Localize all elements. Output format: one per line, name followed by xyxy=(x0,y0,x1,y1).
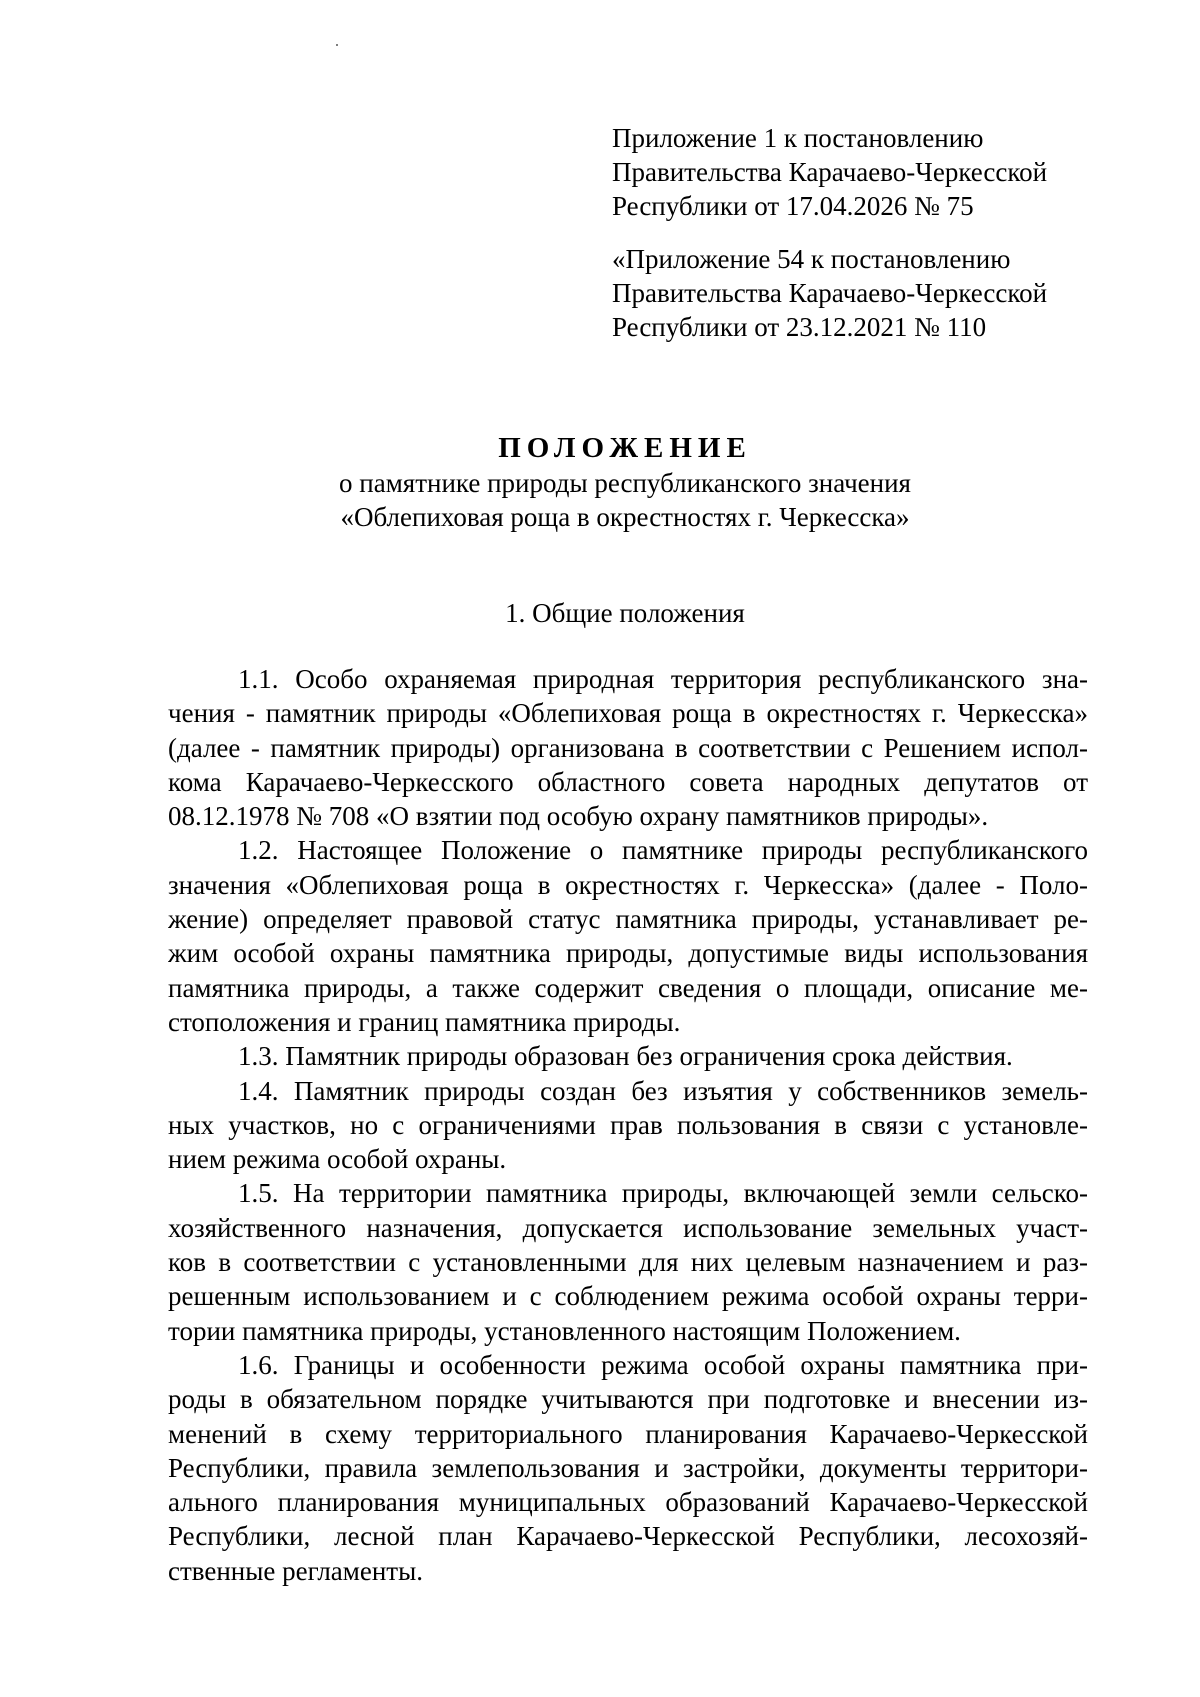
paragraph-line: 1.6. Границы и особенности режима особой охраны памятника при- xyxy=(238,1349,1088,1380)
appendix-note-2-line: «Приложение 54 к постановлению xyxy=(612,244,1011,274)
paragraph-line: жим особой охраны памятника природы, допустимые виды использования xyxy=(168,938,1088,969)
paragraph-line: значения «Облепиховая роща в окрестностях г. Черкесска» (далее - Поло- xyxy=(168,869,1088,900)
document-subtitle-line: о памятнике природы республиканского значения xyxy=(339,468,911,498)
paragraph-line: стоположения и границ памятника природы. xyxy=(168,1006,681,1037)
paragraph-line: 1.3. Памятник природы образован без ограничения срока действия. xyxy=(238,1041,1013,1072)
paragraph-line: кома Карачаево-Черкесского областного совета народных депутатов от xyxy=(168,766,1088,797)
paragraph-line: 1.5. На территории памятника природы, включающей земли сельско- xyxy=(238,1178,1088,1209)
appendix-note-1-line: Приложение 1 к постановлению xyxy=(612,123,984,153)
paragraph-line: решенным использованием и с соблюдением режима особой охраны терри- xyxy=(168,1281,1088,1312)
paragraph-line: 08.12.1978 № 708 «О взятии под особую охрану памятников природы». xyxy=(168,801,989,832)
appendix-note-2 xyxy=(612,242,1092,344)
paragraph-line: ных участков, но с ограничениями прав пользования в связи с установле- xyxy=(168,1109,1088,1140)
paragraph-line: жение) определяет правовой статус памятника природы, устанавливает ре- xyxy=(168,904,1088,935)
body-text xyxy=(168,662,1088,1588)
paragraph-line: ального планирования муниципальных образований Карачаево-Черкесской xyxy=(168,1487,1088,1518)
paragraph-line: роды в обязательном порядке учитываются при подготовке и внесении из- xyxy=(168,1384,1088,1415)
paragraph-line: ственные регламенты. xyxy=(168,1555,423,1586)
scan-speck xyxy=(336,44,338,46)
paragraph-line: нием режима особой охраны. xyxy=(168,1144,507,1175)
paragraph-line: хозяйственного назначения, допускается использование земельных участ- xyxy=(168,1212,1088,1243)
paragraph-line: 1.1. Особо охраняемая природная территория республиканского зна- xyxy=(238,664,1088,694)
paragraph-line: памятника природы, а также содержит сведения о площади, описание ме- xyxy=(168,972,1088,1003)
paragraph-line: тории памятника природы, установленного настоящим Положением. xyxy=(168,1315,961,1346)
section-heading: 1. Общие положения xyxy=(505,598,745,628)
appendix-note-2-line: Правительства Карачаево-Черкесской xyxy=(612,278,1048,308)
appendix-note-1-line: Правительства Карачаево-Черкесской xyxy=(612,157,1048,187)
paragraph-line: Республики, лесной план Карачаево-Черкесской Республики, лесохозяй- xyxy=(168,1521,1088,1552)
paragraph-line: 1.4. Памятник природы создан без изъятия у собственников земель- xyxy=(238,1075,1088,1106)
paragraph-line: менений в схему территориального планирования Карачаево-Черкесской xyxy=(168,1418,1088,1449)
appendix-note-2-line: Республики от 23.12.2021 № 110 xyxy=(612,312,987,342)
paragraph-line: (далее - памятник природы) организована в соответствии с Решением испол- xyxy=(168,732,1088,763)
paragraph-line: чения - памятник природы «Облепиховая роща в окрестностях г. Черкесска» xyxy=(168,698,1088,729)
paragraph-line: 1.2. Настоящее Положение о памятнике природы республиканского xyxy=(238,835,1088,866)
paragraph-line: Республики, правила землепользования и застройки, документы территори- xyxy=(168,1452,1088,1483)
paragraph-line: ков в соответствии с установленными для них целевым назначением и раз- xyxy=(168,1247,1088,1278)
appendix-note-1 xyxy=(612,121,1092,223)
document-title: ПОЛОЖЕНИЕ xyxy=(498,432,752,464)
appendix-note-1-line: Республики от 17.04.2026 № 75 xyxy=(612,191,974,221)
document-subtitle-line: «Облепиховая роща в окрестностях г. Черкесска» xyxy=(340,502,910,532)
